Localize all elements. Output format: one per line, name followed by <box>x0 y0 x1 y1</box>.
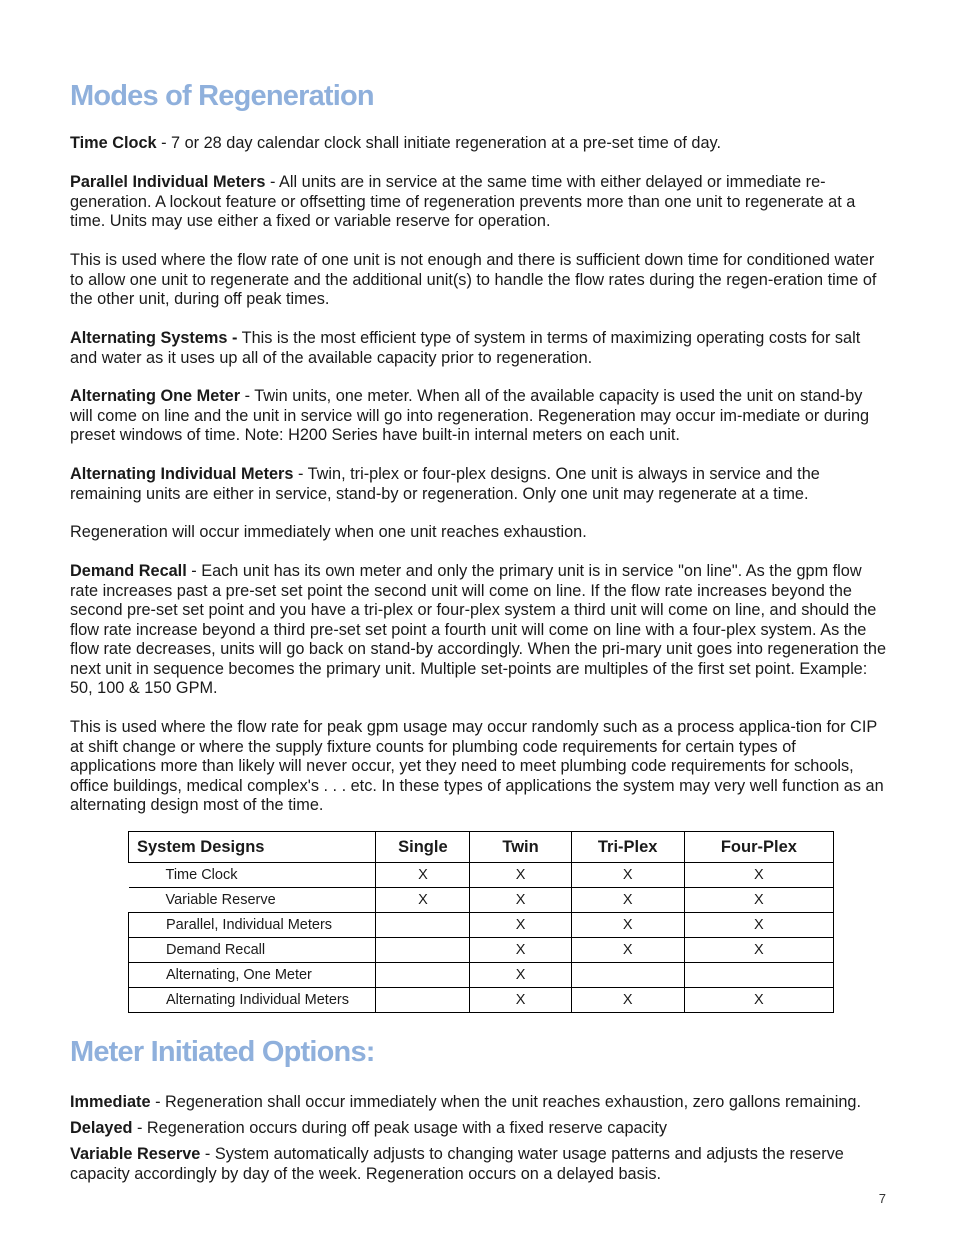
table-cell: X <box>470 913 571 938</box>
table-header-row <box>129 832 834 863</box>
table-cell <box>684 963 833 988</box>
table-cell: X <box>571 913 684 938</box>
column-header: System Designs <box>129 832 376 863</box>
table-cell: X <box>571 988 684 1013</box>
table-cell: Variable Reserve <box>129 888 376 913</box>
table-cell: X <box>376 888 470 913</box>
table-cell: Alternating, One Meter <box>129 963 376 988</box>
description: - All units are in service at the same time with either delayed or immediate re-generation. A lockout feature or offsetting time of regeneration prevents more than one unit to regenerate at a time. Units may use either a fixed or variable reserve for operation. <box>70 173 856 230</box>
table-cell: X <box>684 863 833 888</box>
description: Regeneration will occur immediately when one unit reaches exhaustion. <box>70 523 587 541</box>
table-cell: X <box>470 888 571 913</box>
table-cell: X <box>470 988 571 1013</box>
description: - Each unit has its own meter and only the primary unit is in service "on line". As the gpm flow rate increases past a pre-set set point the second unit will come on line. If the flow rate increases beyond the second pre-set set point and you have a tri-plex or four-plex system a third unit will come on line, and should the flow rate increase beyond a third pre-set set point a fourth unit will come on line with a four-plex system. As the flow rate decreases, units will go back on stand-by accordingly. When the pri-mary unit goes into regeneration the next unit in sequence becomes the primary unit. Multiple set-points are multiples of the first set point. Example: 50, 100 & 150 GPM. <box>70 562 886 697</box>
description: - System automatically adjusts to changing water usage patterns and adjusts the reserve capacity accordingly by day of the week. Regeneration occurs on a delayed basis. <box>70 1145 844 1183</box>
paragraph-demand-recall-usage <box>70 718 886 816</box>
column-header: Single <box>376 832 470 863</box>
table-cell: Alternating Individual Meters <box>129 988 376 1013</box>
paragraph-alternating-individual-meters <box>70 465 886 504</box>
table-cell <box>376 963 470 988</box>
term: Time Clock <box>70 134 157 152</box>
table-cell: X <box>470 963 571 988</box>
term: Delayed <box>70 1119 133 1137</box>
table-row <box>129 938 834 963</box>
description: This is used where the flow rate for peak gpm usage may occur randomly such as a process applica-tion for CIP at shift change or where the supply fixture counts for plumbing code requirements for certain types of applications more than likely will never occur, yet they need to meet plumbing code requirements for schools, office buildings, medical complex's . . . etc. In these types of applications the system may very well function as an alternating design most of the time. <box>70 718 884 814</box>
table-row <box>129 863 834 888</box>
term: Variable Reserve <box>70 1145 201 1163</box>
system-designs-table <box>128 831 834 1013</box>
table-cell: X <box>684 988 833 1013</box>
paragraph-alternating-one-meter <box>70 387 886 446</box>
description: - 7 or 28 day calendar clock shall initiate regeneration at a pre-set time of day. <box>156 134 721 152</box>
table-cell: X <box>571 888 684 913</box>
table-cell <box>571 963 684 988</box>
table-cell: Parallel, Individual Meters <box>129 913 376 938</box>
term: Immediate <box>70 1093 151 1111</box>
table-row <box>129 963 834 988</box>
table-cell <box>376 913 470 938</box>
term: Parallel Individual Meters <box>70 173 266 191</box>
table-cell: X <box>470 863 571 888</box>
description: - Regeneration shall occur immediately when the unit reaches exhaustion, zero gallons remaining. <box>150 1093 861 1111</box>
table-cell <box>376 988 470 1013</box>
paragraph-parallel-usage <box>70 251 886 310</box>
option-immediate <box>70 1093 886 1113</box>
heading-meter-initiated-options: Meter Initiated Options: <box>70 1036 375 1068</box>
option-delayed <box>70 1119 886 1139</box>
paragraph-regeneration-note <box>70 523 886 543</box>
table-cell: X <box>571 938 684 963</box>
table-cell: X <box>684 938 833 963</box>
table-row <box>129 888 834 913</box>
term: Demand Recall <box>70 562 187 580</box>
description: - Twin units, one meter. When all of the available capacity is used the unit on stand-by will come on line and the unit in service will go into regeneration. Regeneration may occur im-mediate or during preset windows of time. Note: H200 Series have built-in internal meters on each unit. <box>70 387 870 444</box>
heading-modes-of-regeneration: Modes of Regeneration <box>70 80 374 112</box>
table-cell: X <box>470 938 571 963</box>
table-row <box>129 988 834 1013</box>
table-cell: X <box>376 863 470 888</box>
term: Alternating Systems - <box>70 329 238 347</box>
column-header: Four-Plex <box>684 832 833 863</box>
column-header: Twin <box>470 832 571 863</box>
column-header: Tri-Plex <box>571 832 684 863</box>
paragraph-alternating-systems <box>70 329 886 368</box>
table-cell: X <box>684 888 833 913</box>
page-number: 7 <box>878 1191 886 1206</box>
description: This is the most efficient type of system in terms of maximizing operating costs for salt and water as it uses up all of the available capacity prior to regeneration. <box>70 329 861 367</box>
table-cell: Time Clock <box>129 863 376 888</box>
paragraph-time-clock <box>70 134 886 154</box>
description: This is used where the flow rate of one unit is not enough and there is sufficient down time for conditioned water to allow one unit to regenerate and the additional unit(s) to handle the flow rates during the regen-eration time of the other unit, during off peak times. <box>70 251 877 308</box>
table-cell: Demand Recall <box>129 938 376 963</box>
paragraph-parallel-meters <box>70 173 886 232</box>
description: - Regeneration occurs during off peak usage with a fixed reserve capacity <box>132 1119 668 1137</box>
table-cell: X <box>571 863 684 888</box>
paragraph-demand-recall <box>70 562 886 699</box>
table-cell: X <box>684 913 833 938</box>
table-cell <box>376 938 470 963</box>
term: Alternating One Meter <box>70 387 241 405</box>
option-variable-reserve <box>70 1145 886 1184</box>
term: Alternating Individual Meters <box>70 465 294 483</box>
description: - Twin, tri-plex or four-plex designs. One unit is always in service and the remaining units are either in service, stand-by or regeneration. Only one unit may regenerate at a time. <box>70 465 820 503</box>
table-row <box>129 913 834 938</box>
